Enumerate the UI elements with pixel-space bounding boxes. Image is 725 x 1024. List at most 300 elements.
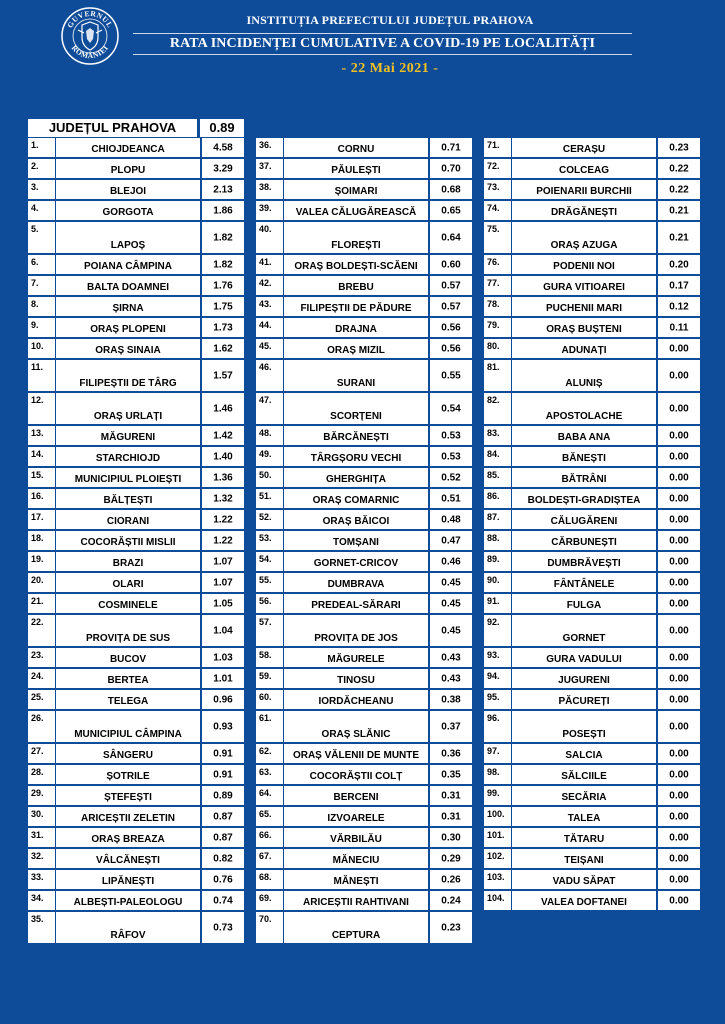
locality-name-cell — [512, 531, 656, 550]
locality-name: JUGURENI — [558, 675, 610, 686]
incidence-value: 0.73 — [213, 922, 233, 933]
rank-number-cell — [256, 360, 283, 391]
incidence-value: 1.22 — [213, 514, 233, 525]
rank-number: 14. — [31, 449, 44, 459]
rank-number-cell — [484, 891, 511, 910]
locality-name-cell — [284, 744, 428, 763]
rank-number-cell — [484, 669, 511, 688]
table-row — [28, 276, 244, 295]
rank-number: 34. — [31, 893, 44, 903]
incidence-value: 0.46 — [441, 556, 461, 567]
locality-name-cell — [512, 786, 656, 805]
incidence-value: 1.86 — [213, 205, 233, 216]
rank-number-cell — [484, 648, 511, 667]
incidence-value: 0.00 — [669, 748, 689, 759]
incidence-value: 0.91 — [213, 748, 233, 759]
table-row — [484, 255, 700, 274]
incidence-value-cell — [202, 276, 244, 295]
incidence-value: 0.00 — [669, 430, 689, 441]
incidence-value-cell — [202, 870, 244, 889]
rank-number: 87. — [487, 512, 500, 522]
locality-name: GURA VITIOAREI — [543, 282, 625, 293]
rank-number-cell — [28, 489, 55, 508]
incidence-value: 0.00 — [669, 514, 689, 525]
locality-name: SĂLCIILE — [561, 771, 607, 782]
incidence-value-cell — [202, 297, 244, 316]
incidence-value: 0.21 — [669, 232, 689, 243]
incidence-value-cell — [430, 573, 472, 592]
rank-number-cell — [28, 222, 55, 253]
incidence-value: 0.00 — [669, 721, 689, 732]
incidence-value-cell — [202, 318, 244, 337]
incidence-value: 0.21 — [669, 205, 689, 216]
rank-number: 80. — [487, 341, 500, 351]
table-row — [256, 786, 472, 805]
rank-number: 85. — [487, 470, 500, 480]
rank-number: 4. — [31, 203, 39, 213]
rank-number: 31. — [31, 830, 44, 840]
locality-name: COLCEAG — [559, 165, 609, 176]
rank-number: 39. — [259, 203, 272, 213]
locality-name-cell — [284, 297, 428, 316]
incidence-value: 0.00 — [669, 370, 689, 381]
locality-name-cell — [56, 912, 200, 943]
locality-name: GORNET-CRICOV — [313, 558, 399, 569]
incidence-value: 0.57 — [441, 280, 461, 291]
locality-name: IORDĂCHEANU — [318, 696, 394, 707]
locality-name: ORAȘ BUȘTENI — [546, 324, 622, 335]
rank-number-cell — [256, 393, 283, 424]
incidence-value-cell — [202, 339, 244, 358]
incidence-value-cell — [658, 318, 700, 337]
locality-name-cell — [512, 468, 656, 487]
locality-name: VALEA DOFTANEI — [541, 897, 627, 908]
rank-number-cell — [484, 138, 511, 157]
incidence-value: 1.04 — [213, 625, 233, 636]
locality-name: APOSTOLACHE — [545, 411, 623, 422]
incidence-value-cell — [658, 138, 700, 157]
incidence-value: 0.87 — [213, 811, 233, 822]
rank-number: 91. — [487, 596, 500, 606]
incidence-value: 0.00 — [669, 493, 689, 504]
locality-name: PUCHENII MARI — [545, 303, 623, 314]
table-row — [28, 648, 244, 667]
incidence-value: 0.91 — [213, 769, 233, 780]
locality-name-cell — [512, 201, 656, 220]
locality-name-cell — [284, 138, 428, 157]
incidence-value-cell — [658, 180, 700, 199]
rank-number-cell — [28, 807, 55, 826]
rank-number: 6. — [31, 257, 39, 267]
incidence-value: 0.00 — [669, 769, 689, 780]
table-row — [28, 318, 244, 337]
table-row — [28, 765, 244, 784]
locality-name: VALEA CĂLUGĂREASCĂ — [295, 207, 417, 218]
rank-number-cell — [28, 648, 55, 667]
locality-name: COSMINELE — [98, 600, 158, 611]
rank-number: 61. — [259, 713, 272, 723]
incidence-value: 2.13 — [213, 184, 233, 195]
locality-name: CERAȘU — [562, 144, 606, 155]
incidence-value: 0.00 — [669, 811, 689, 822]
incidence-value: 0.29 — [441, 853, 461, 864]
svg-text:ROMÂNIEI — [70, 43, 111, 60]
incidence-value-cell — [430, 807, 472, 826]
locality-name: FULGA — [566, 600, 602, 611]
rank-number: 20. — [31, 575, 44, 585]
incidence-value: 0.89 — [213, 790, 233, 801]
locality-name: GHERGHIȚA — [326, 474, 386, 485]
incidence-value-cell — [202, 912, 244, 943]
locality-name: BERTEA — [107, 675, 149, 686]
locality-name-cell — [284, 594, 428, 613]
table-row — [256, 426, 472, 445]
locality-name: ȘIRNA — [112, 303, 144, 314]
rank-number: 25. — [31, 692, 44, 702]
table-row — [28, 828, 244, 847]
incidence-value-cell — [658, 159, 700, 178]
table-row — [484, 807, 700, 826]
rank-number: 59. — [259, 671, 272, 681]
rank-number: 62. — [259, 746, 272, 756]
locality-name-cell — [284, 276, 428, 295]
incidence-value: 0.57 — [441, 301, 461, 312]
rank-number-cell — [484, 849, 511, 868]
locality-name-cell — [56, 318, 200, 337]
rank-number-cell — [28, 360, 55, 391]
locality-name-cell — [512, 276, 656, 295]
locality-name-cell — [284, 690, 428, 709]
rank-number: 54. — [259, 554, 272, 564]
rank-number: 27. — [31, 746, 44, 756]
locality-name-cell — [56, 276, 200, 295]
incidence-value-cell — [430, 786, 472, 805]
incidence-value-cell — [430, 552, 472, 571]
header-rule-top — [133, 33, 632, 34]
incidence-value-cell — [430, 711, 472, 742]
rank-number-cell — [256, 339, 283, 358]
rank-number-cell — [256, 891, 283, 910]
locality-name-cell — [284, 849, 428, 868]
rank-number: 17. — [31, 512, 44, 522]
locality-name: POIENARII BURCHII — [536, 186, 632, 197]
rank-number-cell — [28, 594, 55, 613]
locality-name: PODENII NOI — [553, 261, 615, 272]
incidence-value-cell — [430, 489, 472, 508]
rank-number-cell — [484, 159, 511, 178]
incidence-value-cell — [430, 648, 472, 667]
locality-name-cell — [284, 222, 428, 253]
rank-number: 57. — [259, 617, 272, 627]
locality-name: GORNET — [562, 633, 606, 644]
locality-name: OLARI — [112, 579, 144, 590]
rank-number-cell — [484, 711, 511, 742]
rank-number-cell — [256, 615, 283, 646]
table-row — [28, 447, 244, 466]
incidence-value: 0.74 — [213, 895, 233, 906]
rank-number: 75. — [487, 224, 500, 234]
locality-name-cell — [284, 393, 428, 424]
locality-name-cell — [284, 159, 428, 178]
rank-number: 63. — [259, 767, 272, 777]
locality-name: BREBU — [338, 282, 374, 293]
rank-number: 13. — [31, 428, 44, 438]
locality-name-cell — [284, 807, 428, 826]
incidence-value: 1.05 — [213, 598, 233, 609]
incidence-value: 0.00 — [669, 895, 689, 906]
locality-name-cell — [512, 711, 656, 742]
rank-number: 67. — [259, 851, 272, 861]
incidence-value-cell — [202, 648, 244, 667]
incidence-value-cell — [658, 849, 700, 868]
table-row — [28, 594, 244, 613]
incidence-value-cell — [430, 828, 472, 847]
table-row — [484, 489, 700, 508]
rank-number-cell — [28, 468, 55, 487]
locality-name: BRAZI — [112, 558, 144, 569]
incidence-value: 0.48 — [441, 514, 461, 525]
locality-name: CEPTURA — [331, 930, 381, 941]
rank-number: 16. — [31, 491, 44, 501]
incidence-value: 1.36 — [213, 472, 233, 483]
rank-number-cell — [484, 468, 511, 487]
rank-number-cell — [28, 711, 55, 742]
table-row — [256, 180, 472, 199]
rank-number: 81. — [487, 362, 500, 372]
locality-name: ALUNIȘ — [565, 378, 603, 389]
rank-number-cell — [256, 201, 283, 220]
incidence-value: 0.11 — [669, 322, 689, 333]
incidence-value: 0.96 — [213, 694, 233, 705]
incidence-value-cell — [202, 669, 244, 688]
locality-name-cell — [512, 159, 656, 178]
rank-number-cell — [484, 180, 511, 199]
locality-name: MUNICIPIUL CÂMPINA — [74, 729, 182, 740]
locality-name-cell — [512, 648, 656, 667]
incidence-value-cell — [658, 744, 700, 763]
rank-number-cell — [256, 573, 283, 592]
locality-name: ORAȘ SLĂNIC — [321, 729, 391, 740]
incidence-value-cell — [430, 276, 472, 295]
table-row — [484, 552, 700, 571]
incidence-value-cell — [202, 849, 244, 868]
incidence-value-cell — [430, 222, 472, 253]
incidence-value-cell — [430, 615, 472, 646]
rank-number: 32. — [31, 851, 44, 861]
rank-number: 82. — [487, 395, 500, 405]
locality-name: FÂNTÂNELE — [553, 579, 615, 590]
table-row — [28, 222, 244, 253]
rank-number-cell — [484, 339, 511, 358]
locality-name-cell — [56, 222, 200, 253]
incidence-value-cell — [658, 531, 700, 550]
rank-number-cell — [28, 138, 55, 157]
table-row — [256, 255, 472, 274]
rank-number-cell — [484, 828, 511, 847]
rank-number-cell — [28, 849, 55, 868]
locality-name-cell — [512, 138, 656, 157]
rank-number-cell — [256, 690, 283, 709]
rank-number-cell — [484, 573, 511, 592]
incidence-value-cell — [430, 531, 472, 550]
locality-name-cell — [56, 468, 200, 487]
rank-number: 28. — [31, 767, 44, 777]
locality-name-cell — [284, 573, 428, 592]
locality-name: BĂRCĂNEȘTI — [323, 432, 389, 443]
locality-name-cell — [56, 552, 200, 571]
rank-number: 84. — [487, 449, 500, 459]
county-name: JUDEȚUL PRAHOVA — [28, 119, 197, 137]
incidence-value-cell — [202, 711, 244, 742]
incidence-value-cell — [430, 393, 472, 424]
rank-number: 77. — [487, 278, 500, 288]
locality-name-cell — [56, 870, 200, 889]
rank-number: 5. — [31, 224, 39, 234]
incidence-value: 1.22 — [213, 535, 233, 546]
incidence-value: 0.00 — [669, 472, 689, 483]
incidence-value: 1.57 — [213, 370, 233, 381]
rank-number-cell — [28, 393, 55, 424]
rank-number: 55. — [259, 575, 272, 585]
locality-name: ORAȘ BOLDEȘTI-SCĂENI — [294, 261, 418, 272]
rank-number: 2. — [31, 161, 39, 171]
rank-number-cell — [256, 828, 283, 847]
incidence-value: 0.00 — [669, 694, 689, 705]
incidence-value: 0.31 — [441, 811, 461, 822]
locality-name-cell — [284, 828, 428, 847]
incidence-value-cell — [202, 159, 244, 178]
locality-name: BALTA DOAMNEI — [86, 282, 170, 293]
locality-name: ADUNAȚI — [561, 345, 607, 356]
table-row — [484, 468, 700, 487]
county-row — [28, 119, 244, 137]
incidence-value-cell — [658, 615, 700, 646]
rank-number-cell — [484, 489, 511, 508]
locality-name: DUMBRĂVEȘTI — [547, 558, 621, 569]
incidence-value-cell — [202, 744, 244, 763]
table-row — [484, 360, 700, 391]
incidence-value-cell — [430, 318, 472, 337]
page-header — [0, 0, 725, 100]
locality-name: BLEJOI — [109, 186, 147, 197]
rank-number-cell — [28, 159, 55, 178]
locality-name-cell — [56, 786, 200, 805]
rank-number: 64. — [259, 788, 272, 798]
rank-number: 51. — [259, 491, 272, 501]
rank-number: 92. — [487, 617, 500, 627]
locality-name-cell — [512, 744, 656, 763]
locality-name-cell — [56, 297, 200, 316]
table-row — [28, 159, 244, 178]
rank-number-cell — [28, 426, 55, 445]
rank-number-cell — [256, 426, 283, 445]
rank-number-cell — [484, 201, 511, 220]
locality-name-cell — [512, 447, 656, 466]
incidence-value: 0.54 — [441, 403, 461, 414]
locality-name-cell — [56, 447, 200, 466]
table-row — [256, 690, 472, 709]
table-row — [256, 669, 472, 688]
ranking-column-2 — [256, 138, 472, 945]
incidence-value-cell — [430, 138, 472, 157]
incidence-value-cell — [202, 426, 244, 445]
table-row — [256, 297, 472, 316]
incidence-value: 0.76 — [213, 874, 233, 885]
rank-number: 69. — [259, 893, 272, 903]
incidence-value: 0.00 — [669, 853, 689, 864]
page-title: RATA INCIDENȚEI CUMULATIVE A COVID-19 PE LOCALITĂȚI — [169, 36, 596, 51]
incidence-value: 0.60 — [441, 259, 461, 270]
rank-number: 104. — [487, 893, 505, 903]
rank-number: 99. — [487, 788, 500, 798]
locality-name-cell — [512, 573, 656, 592]
rank-number-cell — [28, 786, 55, 805]
rank-number-cell — [256, 744, 283, 763]
locality-name: ORAȘ COMARNIC — [312, 495, 400, 506]
table-row — [484, 426, 700, 445]
incidence-value-cell — [658, 297, 700, 316]
rank-number-cell — [256, 489, 283, 508]
rank-number-cell — [256, 222, 283, 253]
table-row — [484, 573, 700, 592]
rank-number-cell — [28, 276, 55, 295]
rank-number: 95. — [487, 692, 500, 702]
incidence-value: 1.07 — [213, 556, 233, 567]
rank-number: 102. — [487, 851, 505, 861]
rank-number-cell — [484, 447, 511, 466]
locality-name-cell — [284, 531, 428, 550]
rank-number-cell — [28, 339, 55, 358]
incidence-value: 0.00 — [669, 874, 689, 885]
rank-number-cell — [256, 138, 283, 157]
table-row — [28, 255, 244, 274]
locality-name: VADU SĂPAT — [552, 876, 616, 887]
rank-number: 101. — [487, 830, 505, 840]
incidence-value: 0.12 — [669, 301, 689, 312]
locality-name-cell — [284, 426, 428, 445]
county-value: 0.89 — [200, 119, 244, 137]
incidence-value: 1.75 — [213, 301, 233, 312]
incidence-value-cell — [658, 276, 700, 295]
locality-name: BABA ANA — [557, 432, 611, 443]
locality-name-cell — [284, 912, 428, 943]
table-row — [484, 447, 700, 466]
incidence-value-cell — [658, 648, 700, 667]
incidence-value-cell — [658, 594, 700, 613]
table-row — [256, 138, 472, 157]
locality-name: ORAȘ MIZIL — [327, 345, 385, 356]
incidence-value-cell — [202, 510, 244, 529]
locality-name-cell — [56, 891, 200, 910]
incidence-value: 1.82 — [213, 259, 233, 270]
rank-number-cell — [28, 573, 55, 592]
table-row — [484, 510, 700, 529]
rank-number: 96. — [487, 713, 500, 723]
locality-name-cell — [512, 765, 656, 784]
rank-number-cell — [28, 870, 55, 889]
rank-number-cell — [28, 744, 55, 763]
rank-number: 1. — [31, 140, 39, 150]
locality-name: PROVIȚA DE JOS — [314, 633, 398, 644]
locality-name-cell — [56, 255, 200, 274]
incidence-value-cell — [658, 489, 700, 508]
table-row — [256, 828, 472, 847]
rank-number-cell — [28, 447, 55, 466]
locality-name: PREDEAL-SĂRARI — [311, 600, 401, 611]
locality-name: DRAJNA — [335, 324, 377, 335]
incidence-value: 0.52 — [441, 472, 461, 483]
incidence-value: 1.03 — [213, 652, 233, 663]
